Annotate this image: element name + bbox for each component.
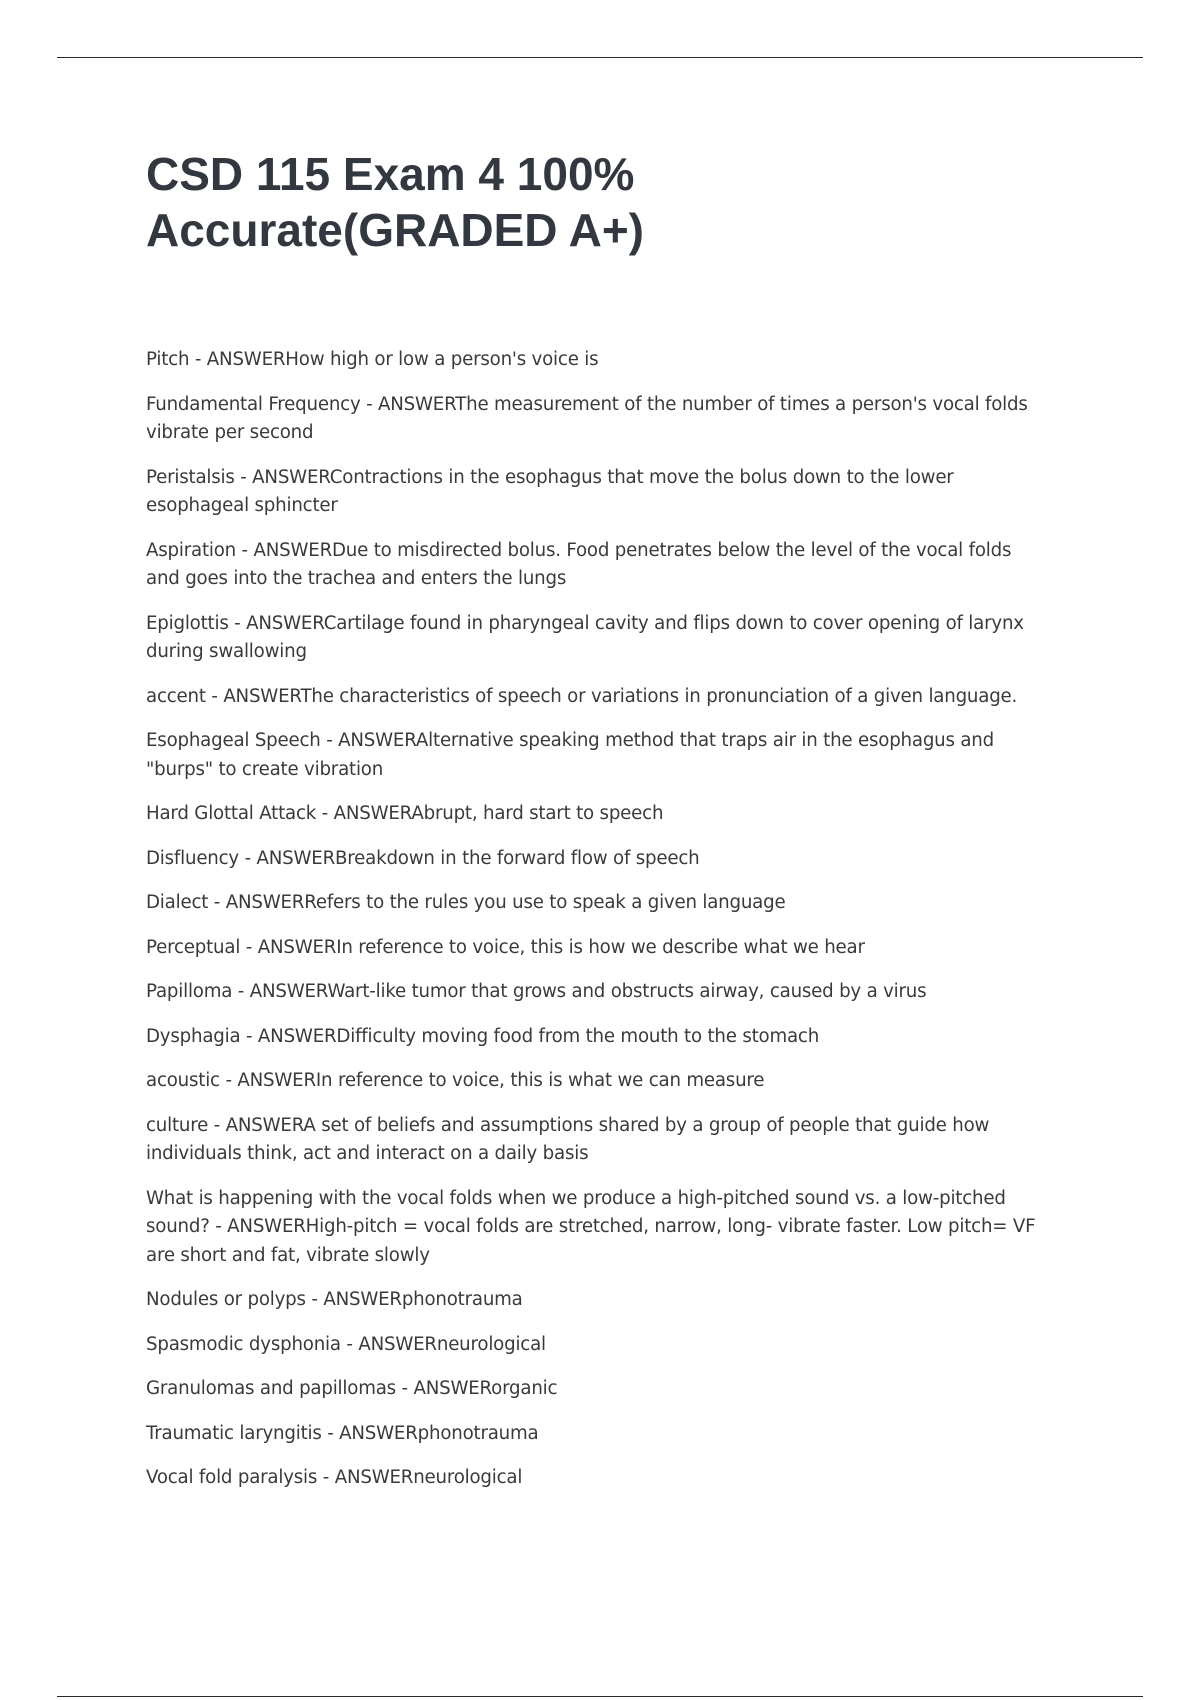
qa-item: Traumatic laryngitis - ANSWERphonotrauma: [146, 1422, 539, 1444]
qa-item: culture - ANSWERA set of beliefs and assumptions shared by a group of people that guide how individuals think, act and interact on a daily basis: [146, 1114, 990, 1164]
qa-item: Nodules or polyps - ANSWERphonotrauma: [146, 1289, 523, 1310]
qa-item: What is happening with the vocal folds when we produce a high-pitched sound vs. a low-pitched sound? - ANSWERHigh-pitch = vocal folds are stretched, narrow, long- vibrate faster. Low pitch= VF are short and fat, vibrate slowly: [146, 1187, 1036, 1266]
qa-item: Fundamental Frequency - ANSWERThe measurement of the number of times a person's vocal folds vibrate per second: [146, 393, 1028, 443]
top-divider: [57, 57, 1143, 58]
qa-list: [146, 346, 1046, 1509]
qa-item: Esophageal Speech - ANSWERAlternative speaking method that traps air in the esophagus and "burps" to create vibration: [146, 730, 994, 780]
qa-item: Dialect - ANSWERRefers to the rules you use to speak a given language: [146, 892, 786, 913]
qa-item: Peristalsis - ANSWERContractions in the esophagus that move the bolus down to the lower esophageal sphincter: [146, 466, 954, 516]
qa-item: Papilloma - ANSWERWart-like tumor that grows and obstructs airway, caused by a virus: [146, 981, 927, 1002]
qa-item: Aspiration - ANSWERDue to misdirected bolus. Food penetrates below the level of the vocal folds and goes into the trachea and enters the lungs: [146, 539, 1012, 589]
document-title: CSD 115 Exam 4 100% Accurate(GRADED A+): [146, 148, 645, 256]
qa-item: Granulomas and papillomas - ANSWERorganic: [146, 1378, 558, 1399]
bottom-divider: [57, 1696, 1143, 1697]
qa-item: Epiglottis - ANSWERCartilage found in pharyngeal cavity and flips down to cover opening of larynx during swallowing: [146, 612, 1024, 662]
qa-item: Pitch - ANSWERHow high or low a person's voice is: [146, 349, 599, 370]
qa-item: acoustic - ANSWERIn reference to voice, this is what we can measure: [146, 1070, 765, 1091]
qa-item: Disfluency - ANSWERBreakdown in the forward flow of speech: [146, 847, 700, 869]
document-body: [146, 146, 1046, 1488]
qa-item: Dysphagia - ANSWERDifficulty moving food from the mouth to the stomach: [146, 1025, 820, 1047]
qa-item: Spasmodic dysphonia - ANSWERneurological: [146, 1333, 546, 1355]
qa-item: accent - ANSWERThe characteristics of speech or variations in pronunciation of a given language.: [146, 685, 1018, 707]
qa-item: Vocal fold paralysis - ANSWERneurological: [146, 1467, 523, 1488]
qa-item: Hard Glottal Attack - ANSWERAbrupt, hard start to speech: [146, 803, 664, 824]
qa-item: Perceptual - ANSWERIn reference to voice, this is how we describe what we hear: [146, 936, 865, 958]
